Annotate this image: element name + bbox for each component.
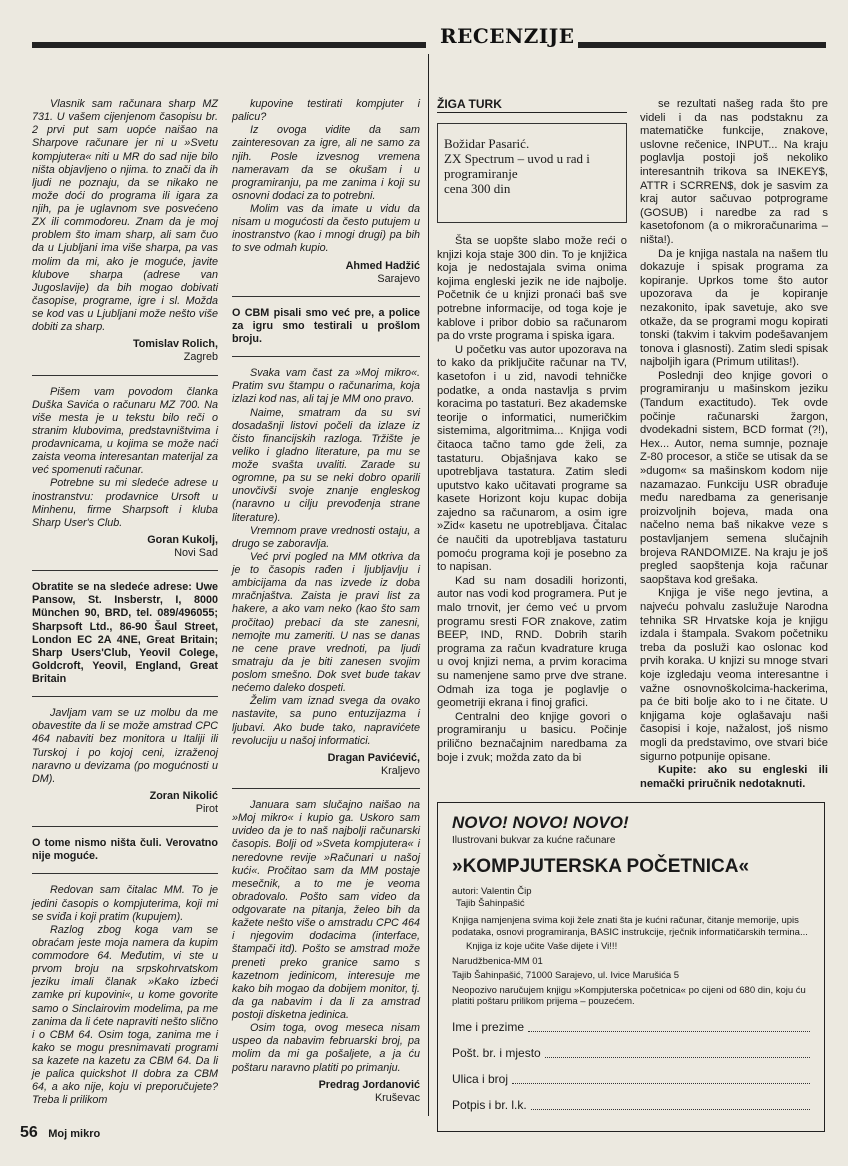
section-header: RECENZIJE (436, 24, 578, 48)
ad-form-field (452, 1046, 810, 1060)
letter-paragraph: Javljam vam se uz molbu da me obavestite da li se može amstrad CPC 464 nabaviti bez monitora u Italiji ili Turskoj i po kojoj ceni, izraženoj naravno u devizama (po mogućnosti u DM). (32, 707, 218, 785)
ad-form-field (452, 1020, 810, 1034)
letter-signature: Dragan Pavićević, (327, 751, 420, 764)
letter-signature: Predrag Jordanović (318, 1078, 420, 1091)
book-author: Božidar Pasarić. (444, 136, 530, 151)
letter-place: Kraljevo (380, 764, 420, 777)
letter-paragraph: Vlasnik sam računara sharp MZ 731. U vašem cijenjenom časopisu br. 2 prvi put sam uopće naišao na Sharpove računare jer ni u »Svetu kompjutera« niti u MR do sad nije bilo ništa objavljeno o njima. to znači da ih ljudi ne poznaju, da se nikako ne može doći do programa ili igara za njih, pa je uglavnom sve posvećeno ZX ili commodoreu. Znam da je moj problem što imam sharp, ali sam čuo da u Ljubljani ima više sharpa, pa vas molim da mi, ako je moguće, javite klubove sharpa (adrese van Jugoslavije) da bih mogao dobivati časopise, programe, igre i sl. Možda se kod vas u Ljubljani može nešto više dobiti za sharp. (32, 98, 218, 334)
letter (232, 799, 420, 1105)
letter-paragraph: Naime, smatram da su svi dosadašnji listovi počeli da izlaze iz čisto financijskih razloga. Tržište je veliko i gladno literature, pa mu se može svašta uvaliti. Zarade su ogromne, pa su se neki dobro oparili unovčivši svoje znanje engleskog (naravno u cilju prevođenja strane literature). (232, 406, 420, 524)
ad-form-line (545, 1046, 810, 1058)
letter-separator (232, 356, 420, 357)
letter-place: Kruševac (374, 1091, 420, 1104)
letters-column-1 (32, 98, 218, 1120)
ad-order-address: Tajib Šahinpašić, 71000 Sarajevo, ul. Ivice Marušića 5 (452, 970, 680, 981)
page-number: 56 (20, 1124, 38, 1141)
letter-place: Sarajevo (377, 272, 420, 285)
book-info-box (437, 123, 627, 223)
ad-form-line (531, 1098, 810, 1110)
review-paragraph: Centralni deo knjige govori o programiranju u basicu. Počinje prilično beznačajnim naredbama za boje i zvuk; možda zato da bi (437, 710, 627, 764)
letter (32, 707, 218, 816)
ad-form-line (512, 1072, 810, 1084)
ad-form-label: Ulica i broj (452, 1071, 509, 1086)
letter-paragraph: Osim toga, ovog meseca nisam uspeo da nabavim februarski broj, pa molim da mi ga pošaljete, a ja ću poštaru naravno platiti po primanju. (232, 1022, 420, 1074)
letter-place: Pirot (195, 803, 218, 815)
top-rule-left (32, 42, 426, 48)
column-divider (428, 54, 429, 1116)
ad-title: »KOMPJUTERSKA POČETNICA« (452, 856, 750, 877)
letter (232, 98, 420, 286)
review-paragraph: U početku vas autor upozorava na to kako da priključite računar na TV, kasetofon i u zid, navodi tehničke podatke, a onda nastavlja s prvim koracima po tastaturi. Bez akademske teorije o informatici, numeričkim sistemima, algoritmima... Knjiga vodi čitaoca tačno tamo gde želi, za tastaturu. Objašnjava kako se upotrebljava tastatura. Zatim sledi uputstvo kako učitavati programe sa kasete Horizont koju kupac dobija zajedno sa računarom, a osim igre »Zid« kasetu ne upotrebljava. Čitalac će naučiti da upotrebljava tastaturu pomoću programa koji je posebno za to napisan. (437, 343, 627, 574)
magazine-name: Moj mikro (48, 1128, 101, 1140)
ad-form-line (528, 1020, 810, 1032)
ad-form-label: Ime i prezime (452, 1019, 525, 1034)
ad-author-2: Tajib Šahinpašić (456, 897, 525, 909)
review-closing: Kupite: ako su engleski ili nemački priručnik nedotaknuti. (640, 764, 828, 790)
letter-separator (232, 296, 420, 297)
letter-paragraph: Molim vas da imate u vidu da nisam u mogućosti da često putujem u inostranstvo (kao i mnogi drugi) pa bih to sve odmah kupio. (232, 203, 420, 255)
ad-subline: Ilustrovani bukvar za kućne računare (452, 835, 616, 846)
advertisement-box (437, 802, 825, 1132)
ad-headline: NOVO! NOVO! NOVO! (452, 813, 629, 832)
book-price: cena 300 din (444, 181, 511, 196)
letter-paragraph: Iz ovoga vidite da sam zainteresovan za igre, ali ne samo za njih. Posle izvesnog vremena nameravam da se okušam i u programiranju, pa me zanima i koji su osnovni dodaci za to potrebni. (232, 124, 420, 202)
letter-paragraph: Svaka vam čast za »Moj mikro«. Pratim svu štampu o računarima, koja izlazi kod nas, ali taj je MM ono pravo. (232, 367, 420, 406)
letter-separator (32, 826, 218, 827)
letter-paragraph: Želim vam iznad svega da ovako nastavite, sa puno entuzijazma i ljubavi. Ako bude tako, napravićete revoluciju u našoj informatici. (232, 695, 420, 747)
ad-description: Knjiga namjenjena svima koji žele znati šta je kućni računar, čitanje memorije, upis podataka, osnovi programiranja, BASIC instrukcije, rječnik informatičarskih termina... (452, 915, 808, 938)
page-footer (20, 1124, 100, 1142)
letter-paragraph: Već prvi pogled na MM otkriva da je to časopis rađen i ljubljavlju i ambicijama da nas izvede iz doba mračnjaštva. Zaista je pravi list za hakere, a ako vam neko (kao što sam pročitao) prebaci da ste zanesni, nemojte mu zameriti. U nas se danas ne cene prave vrednoti, pa ljudi smatraju da je biti zanesen svojim poslom smešno. Dok svet bude takav nećemo daleko dospeti. (232, 550, 420, 695)
letter-signature: Goran Kukolj, (147, 533, 218, 546)
review-paragraph: Šta se uopšte slabo može reći o knjizi koja staje 300 din. To je knjižica koja je nedostajala svima onima kojima engleski jezik ne ide najbolje. Početnik će u knjizi pronaći baš sve potrebne informacije, od toga koje je kablove i pribor dobio sa računarom pa do vrste programa i spiska igara. (437, 235, 627, 343)
letter (32, 581, 218, 686)
ad-order-number: Narudžbenica-MM 01 (452, 955, 543, 967)
ad-form-label: Potpis i br. l.k. (452, 1097, 527, 1112)
letter-place: Novi Sad (174, 547, 218, 559)
review-column-3 (437, 235, 627, 795)
review-paragraph: Knjiga je više nego jevtina, a najveću pohvalu zaslužuje Narodna tehnika SR Hrvatske koja je knjigu izdala i štampala. Svakom početniku treba da posluži kao oslonac kod prvih koraka. U knjizi su mnoge stvari koje izgledaju veoma interesantne i važne osnovnoškolcima-hackerima, pa će biti bolje ako to i ne čitate. U knjigama koje oglašavaju naši časopisi i koje, nažalost, još nismo mogli da predstavimo, ove stvari biće sigurno potpunije opisane. (640, 587, 828, 763)
letter (32, 884, 218, 1107)
ad-order-form (452, 1020, 810, 1112)
review-paragraph: Poslednji deo knjige govori o programiranju u mašinskom jeziku (Tandum exactitudo). Tek ovde počinje računarski žargon, dvodekadni sistem, BCD format (?!), Hex... Autor, nema sumnje, poznaje Z-80 procesor, a stiče se utisak da se »dugom« sa mašinskom kodom nije nazamazao. Funkciju USR obrađuje među naredbama za generisanje proizvoljnih bojeva, mada ona načelno nema baš nikakve veze s postavljanjem semena slučajnih brojeva RANDOMIZE. Na kraju je još pregled saopštenja koja računar saopštava kod grešaka. (640, 369, 828, 586)
review-column-4 (640, 98, 828, 795)
letter-signature: Zoran Nikolić (149, 789, 218, 802)
ad-form-field (452, 1098, 810, 1112)
ad-form-label: Pošt. br. i mjesto (452, 1045, 541, 1060)
letter-paragraph: Vremnom prave vrednosti ostaju, a drugo se zaboravlja. (232, 524, 420, 550)
review-paragraph: se rezultati našeg rada što pre videli i da nas podstaknu za matematičke funkcije, znakove, uslovne rečenice, INPUT... Na kraju poglavlja postoji još nekoliko interesantnih trikova sa INEKEY$, ATTR i SCRREN$, dok je sasvim za kraj autor sačuvao potprograme (GOSUB) i naredbe za rad s kasetofonom (a o mikroračunarima – ništa!). (640, 98, 828, 246)
letter (32, 386, 218, 561)
review-paragraph: Kad su nam dosadili horizonti, autor nas vodi kod programera. Put je malo trnovit, jer ćemo već u prvom programu sresti FOR znakove, zatim BEEP, IND, RND. Dobrih starih programa za račun kvadrature kruga u ovoj knjizi nema, a prvim koracima su namenjene samo prve dve strane. Odmah iza toga je poglavlje o geometriji ekrana i finoj grafici. (437, 574, 627, 710)
letters-column-2 (232, 98, 420, 1120)
ad-order-text: Neopozivo naručujem knjigu »Kompjuterska početnica« po cijeni od 680 din, koju ću platiti poštaru prilikom prijema – pouzećem. (452, 984, 806, 1007)
editor-reply: O CBM pisali smo već pre, a police za igru smo testirali u prošlom broju. (232, 306, 420, 345)
ad-authors (452, 886, 810, 909)
ad-slogan: Knjiga iz koje učite Vaše dijete i Vi!!! (466, 941, 618, 952)
letter-paragraph: Redovan sam čitalac MM. To je jedini časopis o kompjuterima, koji mi se sviđa i koji pratim (kupujem). (32, 884, 218, 923)
editor-reply: Obratite se na sledeće adrese: Uwe Pansow, St. Insberstr, I, 8000 München 90, BRD, tel. 089/496055; Sharpsoft Ltd., 86-90 Šaul Street, London EC 2A 4NE, Great Britain; Sharp Users'Club, Yeovil Colege, Goldcroft, Yeovil, England, Great Britain (32, 581, 218, 685)
ad-author-1: autori: Valentin Čip (452, 886, 532, 897)
ad-form-field (452, 1072, 810, 1086)
review-paragraph: Da je knjiga nastala na našem tlu dokazuje i spisak programa za kopiranje. Uprkos tome što autor upozorava da je kopiranje nezakonito, ipak savetuje, ako sve otkaže, da se programi mogu kopirati tonski (takvim i takvim podešavanjem tonova i glasnosti). Zatim sledi spisak najboljih igara (Primum utilitas!). (640, 247, 828, 369)
editor-reply: O tome nismo ništa čuli. Verovatno nije moguće. (32, 837, 218, 863)
letter-separator (32, 873, 218, 874)
letter-paragraph: Potrebne su mi sledeće adrese u inostranstvu: prodavnice Ursoft u Minhenu, firme Sharpsoft i kluba Sharp User's Club. (32, 477, 218, 529)
letter (32, 98, 218, 365)
letter-paragraph: Januara sam slučajno naišao na »Moj mikro« i kupio ga. Uskoro sam uvideo da je to naš najbolji računarski časopis. Bolji od »Sveta kompjutera« i neredovne revije »Računari u našoj kući«. Pročitao sam da MM postaje mesečnik, a to me je veoma obradovalo. Pošto sam video da odgovarate na pitanja, želeo bih da kažete nešto više o amstradu CPC 464 i njegovim dodacima (interface, štampači itd). Pošto se amstrad može preneti preko granice samo s kazetnom jedinicom, interesuje me kako bih mogao da dobijem monitor, tj. da ga nabavim i da li za amstrad postoji disketna jedinica. (232, 799, 420, 1021)
letter-place: Zagreb (183, 351, 218, 364)
letter-separator (32, 696, 218, 697)
review-author-rule (437, 112, 627, 113)
letter-signature: Ahmed Hadžić (345, 259, 420, 272)
top-rule-right (540, 42, 826, 48)
letter-paragraph: Razlog zbog koga vam se obraćam jeste moja namera da kupim commodore 64. Međutim, vi ste u prvom broju na srpskohrvatskom jeziku imali članak »Kako izbeći zamke pri kupovini«, u kome govorite samo o Sinclairovim modelima, pa me zanima da li ćete napraviti nešto slično i o CBM 64. Osim toga, zanima me i kako se mogu presnimavati programi sa kazete na kazetu za CBM 64. Da li je palica quickshot II dobra za CBM 64, a ako nije, koju vi preporučujete? Treba li prilikom (32, 923, 218, 1107)
letter-signature: Tomislav Rolich, (133, 338, 218, 351)
letter-paragraph: Pišem vam povodom članka Duška Savića o računaru MZ 700. Na više mesta je u tekstu bilo reči o stranim klubovima, predstavništvima i prodavnicama, u kojima se može naći zaista veoma interesantan materijal za već spomenuti računar. (32, 385, 218, 477)
book-title: ZX Spectrum – uvod u rad i programiranje (444, 151, 590, 181)
review-author: ŽIGA TURK (437, 97, 502, 111)
letter-paragraph: kupovine testirati kompjuter i palicu? (232, 98, 420, 124)
letter-separator (32, 570, 218, 571)
letter (32, 837, 218, 863)
letter (232, 367, 420, 778)
letter-separator (32, 375, 218, 376)
letter (232, 307, 420, 346)
letter-separator (232, 788, 420, 789)
